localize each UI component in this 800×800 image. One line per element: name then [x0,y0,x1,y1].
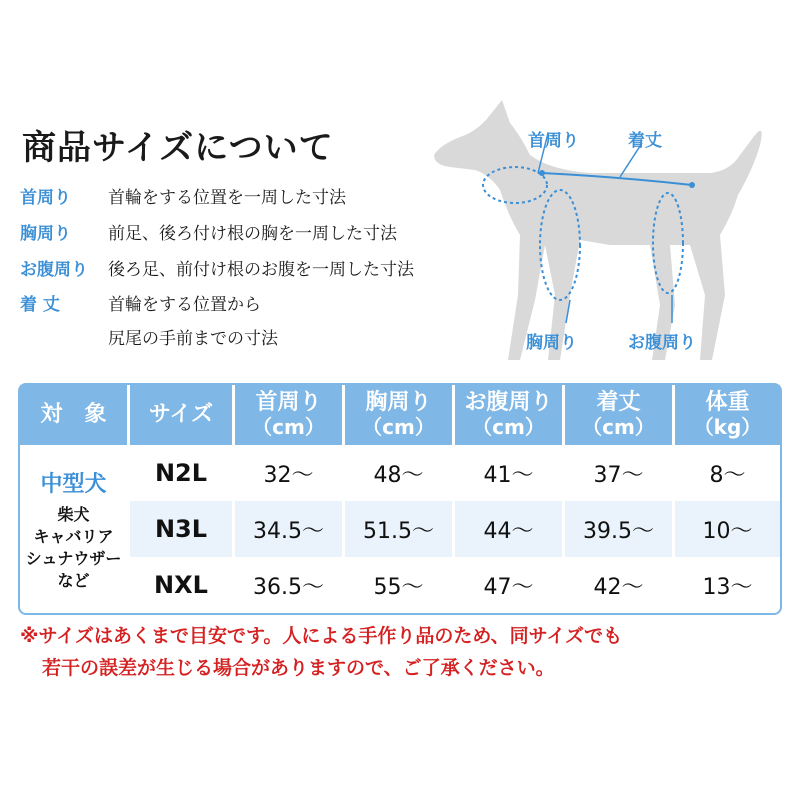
definition-belly [20,255,414,280]
dog-label-neck: 首周り [528,131,579,151]
length-end-dot [689,182,695,188]
weight-cell: 10～ [675,501,780,557]
header-weight: 体重 （kg） [675,385,780,445]
definition-term: 胸周り [20,224,71,244]
size-cell: N3L [130,501,235,557]
chest-cell: 51.5～ [345,501,455,557]
target-cell [20,445,130,613]
header-chest: 胸周り （cm） [345,385,455,445]
dog-illustration [420,95,790,375]
dog-label-chest: 胸周り [526,333,577,353]
size-note [20,620,790,684]
page-title: 商品サイズについて [22,128,334,168]
definition-term: 着 丈 [20,295,60,315]
definition-desc: 前足、後ろ付け根の胸を一周した寸法 [108,224,397,244]
target-breed: シュナウザー [25,548,122,568]
table-row [20,445,780,501]
table-row [20,501,780,557]
chest-cell: 48～ [345,445,455,501]
target-breed: 柴犬 [57,504,90,524]
length-cell: 39.5～ [565,501,675,557]
weight-cell: 8～ [675,445,780,501]
size-cell: N2L [130,445,235,501]
definition-desc: 首輪をする位置から [108,295,261,315]
definition-desc: 首輪をする位置を一周した寸法 [108,188,346,208]
definition-length [20,290,278,349]
target-main: 中型犬 [40,471,107,497]
weight-cell: 13～ [675,557,780,613]
dog-label-length: 着丈 [628,131,662,151]
length-cell: 37～ [565,445,675,501]
definition-term: お腹周り [20,260,88,280]
definition-neck [20,183,346,208]
table-header-row [20,385,780,445]
note-line-2: 若干の誤差が生じる場合がありますので、ご了承ください。 [42,657,555,679]
definition-term: 首周り [20,188,71,208]
target-breed: など [57,570,90,590]
belly-cell: 41～ [455,445,565,501]
dog-label-belly: お腹周り [628,333,696,353]
definition-chest [20,219,397,244]
size-cell: NXL [130,557,235,613]
definition-desc-cont: 尻尾の手前までの寸法 [108,329,278,349]
belly-cell: 44～ [455,501,565,557]
belly-cell: 47～ [455,557,565,613]
header-length: 着丈 （cm） [565,385,675,445]
length-cell: 42～ [565,557,675,613]
dog-silhouette [434,100,762,360]
header-target: 対 象 [20,385,130,445]
chest-cell: 55～ [345,557,455,613]
neck-cell: 34.5～ [235,501,345,557]
table-row [20,557,780,613]
header-neck: 首周り （cm） [235,385,345,445]
header-belly: お腹周り （cm） [455,385,565,445]
neck-cell: 32～ [235,445,345,501]
length-start-dot [539,170,545,176]
note-line-1: ※サイズはあくまで目安です。人による手作り品のため、同サイズでも [20,625,623,647]
header-size: サイズ [130,385,235,445]
size-table [20,385,780,613]
neck-cell: 36.5～ [235,557,345,613]
target-breed: キャバリア [33,526,114,546]
definition-desc: 後ろ足、前付け根のお腹を一周した寸法 [108,260,414,280]
